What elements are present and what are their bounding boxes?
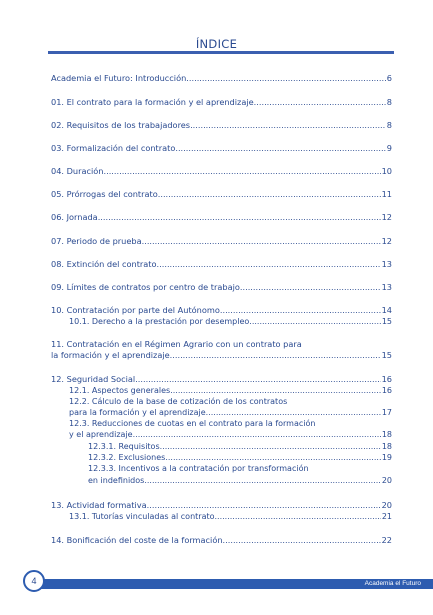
toc-entry-label: 09. Límites de contratos por centro de trabajo: [51, 282, 240, 292]
toc-entry-label: 10.1. Derecho a la prestación por desempleo: [69, 317, 250, 326]
toc-dot-leader: [240, 282, 381, 293]
toc-entry-label: 12.3. Reducciones de cuotas en el contrato para la formación: [69, 419, 316, 428]
toc-entry[interactable]: [51, 235, 392, 247]
toc-entry-label: la formación y el aprendizaje: [51, 350, 170, 360]
toc-entry-page: 21: [381, 512, 392, 521]
toc-entry-label: 12.3.2. Exclusiones: [88, 453, 166, 462]
page-number: 4: [31, 576, 37, 586]
toc-entry-page: 11: [381, 189, 392, 199]
toc-entry-label: 14. Bonificación del coste de la formación: [51, 535, 223, 545]
toc-entry[interactable]: [51, 96, 392, 108]
toc-subentry[interactable]: [69, 315, 392, 327]
toc-dot-leader: [142, 236, 381, 247]
toc-entry-label: para la formación y el aprendizaje: [69, 408, 206, 417]
toc-entry-page: 12: [381, 236, 392, 246]
toc-subentry[interactable]: [69, 510, 392, 522]
toc-dot-leader: [254, 97, 386, 108]
toc-entry[interactable]: [51, 119, 392, 131]
toc-entry[interactable]: [51, 534, 392, 546]
toc-entry-page: 9: [386, 143, 392, 153]
toc-entry-page: 14: [381, 305, 392, 315]
toc-dot-leader: [175, 143, 385, 154]
toc-entry-page: 13: [381, 282, 392, 292]
toc-entry-page: 18: [381, 430, 392, 439]
toc-entry-label: en indefinidos: [88, 476, 145, 485]
toc-entry[interactable]: [51, 165, 392, 177]
toc-entry-page: 13: [381, 259, 392, 269]
toc-entry-label: Academia el Futuro: Introducción: [51, 73, 187, 83]
toc-entry-page: 19: [381, 453, 392, 462]
toc-entry-page: 22: [381, 535, 392, 545]
toc-dot-leader: [103, 166, 380, 177]
toc-entry-page: 8: [386, 97, 392, 107]
footer-brand: Academia el Futuro: [364, 580, 421, 587]
toc-subentry[interactable]: [88, 474, 392, 486]
toc-entry-label: 12.1. Aspectos generales: [69, 386, 171, 395]
toc-dot-leader: [186, 73, 386, 84]
toc-dot-leader: [157, 259, 381, 270]
toc-dot-leader: [223, 535, 381, 546]
toc-entry[interactable]: [51, 142, 392, 154]
toc-entry-label: 04. Duración: [51, 166, 104, 176]
toc-entry-label: 07. Periodo de prueba: [51, 236, 142, 246]
toc-subentry[interactable]: [88, 462, 392, 474]
toc-entry-page: 16: [381, 374, 392, 384]
toc-entry-page: 16: [381, 386, 392, 395]
toc-entry-page: 20: [381, 500, 392, 510]
toc-entry-label: 10. Contratación por parte del Autónomo: [51, 305, 220, 315]
page-number-badge: [23, 570, 45, 592]
title-rule: [48, 51, 394, 54]
toc-entry[interactable]: [51, 258, 392, 270]
toc-entry-page: 17: [381, 408, 392, 417]
toc-entry[interactable]: [51, 349, 392, 361]
toc-entry-label: 12.3.3. Incentivos a la contratación por transformación: [88, 464, 309, 473]
toc-entry-label: 03. Formalización del contrato: [51, 143, 176, 153]
toc-entry-page: 6: [386, 73, 392, 83]
toc-entry-label: 06. Jornada: [51, 212, 98, 222]
page-title: ÍNDICE: [195, 37, 238, 51]
toc-entry-label: 12.3.1. Requisitos: [88, 442, 160, 451]
toc-dot-leader: [144, 475, 381, 486]
toc-entry-label: 12. Seguridad Social: [51, 374, 136, 384]
toc-entry-label: 13. Actividad formativa: [51, 500, 147, 510]
toc-entry-label: 02. Requisitos de los trabajadores: [51, 120, 191, 130]
toc-dot-leader: [133, 429, 381, 440]
toc-entry-page: 18: [381, 442, 392, 451]
toc-entry-label: 05. Prórrogas del contrato: [51, 189, 158, 199]
toc-entry-label: 12.2. Cálculo de la base de cotización de los contratos: [69, 397, 288, 406]
toc-subentry[interactable]: [69, 428, 392, 440]
toc-entry[interactable]: [51, 281, 392, 293]
toc-entry-label: 13.1. Tutorías vinculadas al contrato: [69, 512, 215, 521]
toc-dot-leader: [215, 511, 381, 522]
toc-entry-page: 15: [381, 317, 392, 326]
toc-entry-page: 8: [386, 120, 392, 130]
toc-entry-label: y el aprendizaje: [69, 430, 133, 439]
toc-dot-leader: [158, 189, 381, 200]
toc-entry[interactable]: [51, 211, 392, 223]
toc-entry-page: 12: [381, 212, 392, 222]
toc-entry-label: 08. Extinción del contrato: [51, 259, 157, 269]
toc-entry[interactable]: [51, 188, 392, 200]
toc-entry-label: 11. Contratación en el Régimen Agrario con un contrato para: [51, 339, 302, 349]
toc-entry-page: 15: [381, 350, 392, 360]
toc-dot-leader: [190, 120, 386, 131]
toc-dot-leader: [98, 212, 381, 223]
toc-dot-leader: [170, 350, 381, 361]
toc-dot-leader: [249, 316, 381, 327]
toc-entry[interactable]: [51, 72, 392, 84]
toc-entry-page: 20: [381, 476, 392, 485]
toc-entry-page: 10: [381, 166, 392, 176]
toc-entry-label: 01. El contrato para la formación y el aprendizaje: [51, 97, 254, 107]
